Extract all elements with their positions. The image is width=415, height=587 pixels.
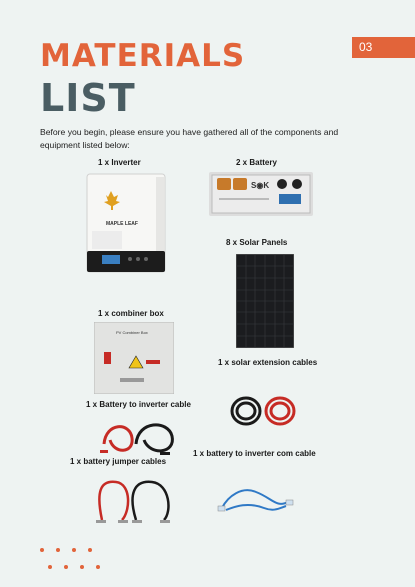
decor-dot: [56, 548, 60, 552]
title-list: LIST: [40, 76, 136, 120]
page-number-badge: 03: [352, 37, 415, 58]
decor-dot: [80, 565, 84, 569]
label-solar-panels: 8 x Solar Panels: [226, 238, 288, 247]
battery-brand-text: S◉K: [251, 181, 270, 190]
decor-dot: [40, 548, 44, 552]
label-battery-jumper-cables: 1 x battery jumper cables: [70, 457, 167, 466]
inverter-brand-text: MAPLE LEAF: [106, 221, 138, 227]
combiner-box-image: [94, 322, 174, 394]
intro-text: Before you begin, please ensure you have gathered all of the components and equipment listed below:: [40, 127, 339, 150]
solar-extension-cables-image: [228, 392, 300, 430]
com-cable-image: [216, 478, 294, 518]
title-materials: MATERIALS: [40, 38, 246, 74]
inverter-image: [86, 173, 166, 273]
label-battery-to-inverter-com-cable: 1 x battery to inverter com cable: [193, 449, 316, 458]
decor-dot: [96, 565, 100, 569]
label-solar-extension-cables: 1 x solar extension cables: [218, 358, 318, 367]
solar-panel-image: [236, 254, 294, 348]
label-inverter: 1 x Inverter: [98, 158, 141, 167]
decor-dot: [88, 548, 92, 552]
decor-dot: [64, 565, 68, 569]
decor-dot: [48, 565, 52, 569]
label-combiner-box: 1 x combiner box: [98, 309, 164, 318]
label-battery-to-inverter-cable: 1 x Battery to inverter cable: [86, 400, 191, 409]
label-battery: 2 x Battery: [236, 158, 277, 167]
battery-to-inverter-cable-image: [96, 414, 182, 460]
battery-image: [209, 172, 313, 216]
decor-dot: [72, 548, 76, 552]
combiner-box-label: PV Combiner Box: [116, 330, 148, 335]
battery-jumper-cables-image: [92, 472, 182, 528]
